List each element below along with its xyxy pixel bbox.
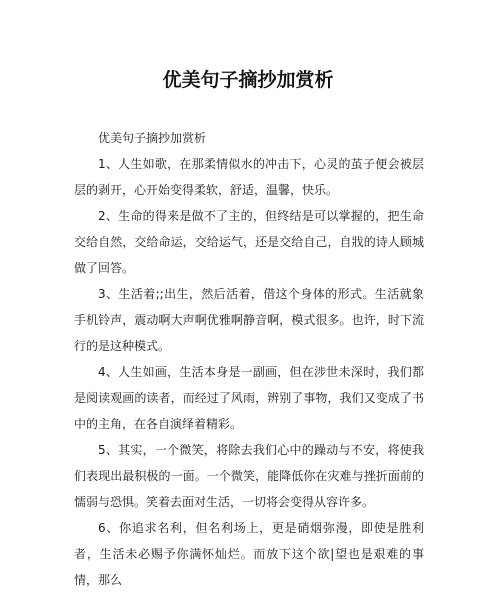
- paragraph-6: 6、你追求名利，但名利场上，更是硝烟弥漫，即使是胜利者，生活未必赐予你满怀灿烂。而放下这个欲|望也是艰难的事情，那么: [74, 521, 424, 587]
- article-subtitle: 优美句子摘抄加赏析: [98, 131, 207, 145]
- article-body: [74, 125, 424, 593]
- paragraph-5: 5、其实，一个微笑，将除去我们心中的躁动与不安，将使我们表现出最积极的一面。一个微笑，能降低你在灾难与挫折面前的懦弱与恐惧。笑着去面对生活，一切将会变得从容许多。: [74, 443, 424, 509]
- page-title: 优美句子摘抄加赏析: [162, 69, 334, 91]
- paragraph-2: 2、生命的得来是做不了主的，但终结是可以掌握的，把生命交给自然，交给命运，交给运气，还是交给自己，自戕的诗人顾城做了回答。: [74, 209, 424, 275]
- paragraph-4: 4、人生如画，生活本身是一副画，但在涉世未深时，我们都是阅读观画的读者，而经过了风雨，辨别了事物，我们又变成了书中的主角，在各自演绎着精彩。: [74, 365, 424, 431]
- paragraph-1: 1、人生如歌，在那柔情似水的冲击下，心灵的茧子便会被层层的剥开，心开始变得柔软，舒适，温馨，快乐。: [74, 157, 424, 197]
- paragraph-3: 3、生活着;;出生，然后活着，借这个身体的形式。生活就象手机铃声，震动啊大声啊优雅啊静音啊，模式很多。也许，时下流行的是这种模式。: [74, 287, 424, 353]
